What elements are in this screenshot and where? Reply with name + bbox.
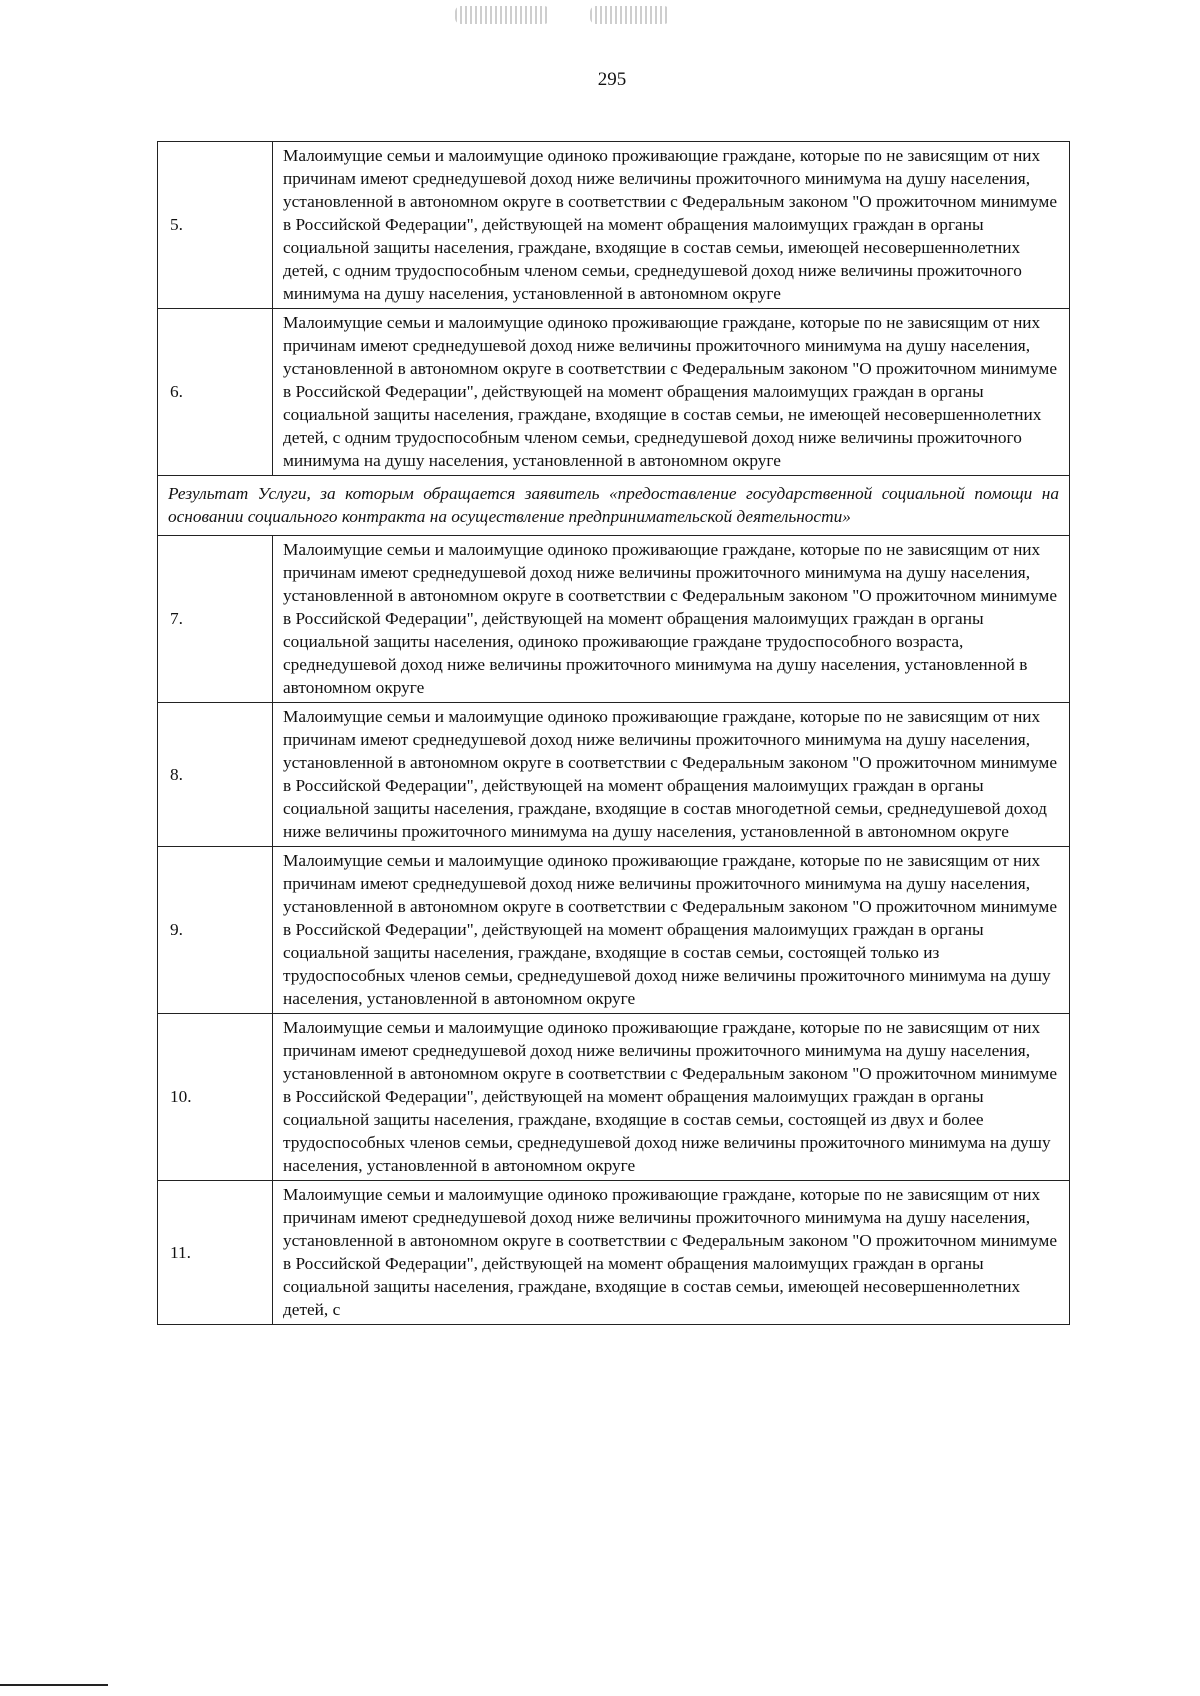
table-row — [158, 847, 1070, 1014]
row-number: 5. — [158, 142, 273, 309]
table-row — [158, 1014, 1070, 1181]
row-text: Малоимущие семьи и малоимущие одиноко проживающие граждане, которые по не зависящим от них причинам имеют среднедушевой доход ниже величины прожиточного минимума на душу населения, установленной в автономном округе в соответствии с Федеральным законом "О прожиточном минимуме в Российской Федерации", действующей на момент обращения малоимущих граждан в органы социальной защиты населения, граждане, входящие в состав семьи, состоящей из двух и более трудоспособных членов семьи, среднедушевой доход ниже величины прожиточного минимума на душу населения, установленной в автономном округе — [273, 1014, 1070, 1181]
section-heading: Результат Услуги, за которым обращается заявитель «предоставление государственной социальной помощи на основании социального контракта на осуществление предпринимательской деятельности» — [158, 476, 1070, 536]
row-number: 11. — [158, 1181, 273, 1325]
page-number: 295 — [597, 69, 627, 90]
row-text: Малоимущие семьи и малоимущие одиноко проживающие граждане, которые по не зависящим от них причинам имеют среднедушевой доход ниже величины прожиточного минимума на душу населения, установленной в автономном округе в соответствии с Федеральным законом "О прожиточном минимуме в Российской Федерации", действующей на момент обращения малоимущих граждан в органы социальной защиты населения, граждане, входящие в состав семьи, не имеющей несовершеннолетних детей, с одним трудоспособным членом семьи, среднедушевой доход ниже величины прожиточного минимума на душу населения, установленной в автономном округе — [273, 309, 1070, 476]
row-number: 6. — [158, 309, 273, 476]
row-number: 10. — [158, 1014, 273, 1181]
table-row — [158, 1181, 1070, 1325]
criteria-table — [157, 141, 1070, 1325]
table-row — [158, 703, 1070, 847]
row-number: 8. — [158, 703, 273, 847]
row-number: 7. — [158, 536, 273, 703]
section-heading-row — [158, 476, 1070, 536]
footnote-rule — [0, 1684, 108, 1686]
row-text: Малоимущие семьи и малоимущие одиноко проживающие граждане, которые по не зависящим от них причинам имеют среднедушевой доход ниже величины прожиточного минимума на душу населения, установленной в автономном округе в соответствии с Федеральным законом "О прожиточном минимуме в Российской Федерации", действующей на момент обращения малоимущих граждан в органы социальной защиты населения, граждане, входящие в состав многодетной семьи, среднедушевой доход ниже величины прожиточного минимума на душу населения, установленной в автономном округе — [273, 703, 1070, 847]
row-text: Малоимущие семьи и малоимущие одиноко проживающие граждане, которые по не зависящим от них причинам имеют среднедушевой доход ниже величины прожиточного минимума на душу населения, установленной в автономном округе в соответствии с Федеральным законом "О прожиточном минимуме в Российской Федерации", действующей на момент обращения малоимущих граждан в органы социальной защиты населения, граждане, входящие в состав семьи, имеющей несовершеннолетних детей, с — [273, 1181, 1070, 1325]
row-text: Малоимущие семьи и малоимущие одиноко проживающие граждане, которые по не зависящим от них причинам имеют среднедушевой доход ниже величины прожиточного минимума на душу населения, установленной в автономном округе в соответствии с Федеральным законом "О прожиточном минимуме в Российской Федерации", действующей на момент обращения малоимущих граждан в органы социальной защиты населения, одиноко проживающие граждане трудоспособного возраста, среднедушевой доход ниже величины прожиточного минимума на душу населения, установленной в автономном округе — [273, 536, 1070, 703]
table-row — [158, 142, 1070, 309]
table-row — [158, 536, 1070, 703]
scan-artifact — [455, 6, 550, 24]
row-text: Малоимущие семьи и малоимущие одиноко проживающие граждане, которые по не зависящим от них причинам имеют среднедушевой доход ниже величины прожиточного минимума на душу населения, установленной в автономном округе в соответствии с Федеральным законом "О прожиточном минимуме в Российской Федерации", действующей на момент обращения малоимущих граждан в органы социальной защиты населения, граждане, входящие в состав семьи, состоящей только из трудоспособных членов семьи, среднедушевой доход ниже величины прожиточного минимума на душу населения, установленной в автономном округе — [273, 847, 1070, 1014]
table-row — [158, 309, 1070, 476]
scan-artifact — [590, 6, 670, 24]
row-number: 9. — [158, 847, 273, 1014]
row-text: Малоимущие семьи и малоимущие одиноко проживающие граждане, которые по не зависящим от них причинам имеют среднедушевой доход ниже величины прожиточного минимума на душу населения, установленной в автономном округе в соответствии с Федеральным законом "О прожиточном минимуме в Российской Федерации", действующей на момент обращения малоимущих граждан в органы социальной защиты населения, граждане, входящие в состав семьи, имеющей несовершеннолетних детей, с одним трудоспособным членом семьи, среднедушевой доход ниже величины прожиточного минимума на душу населения, установленной в автономном округе — [273, 142, 1070, 309]
